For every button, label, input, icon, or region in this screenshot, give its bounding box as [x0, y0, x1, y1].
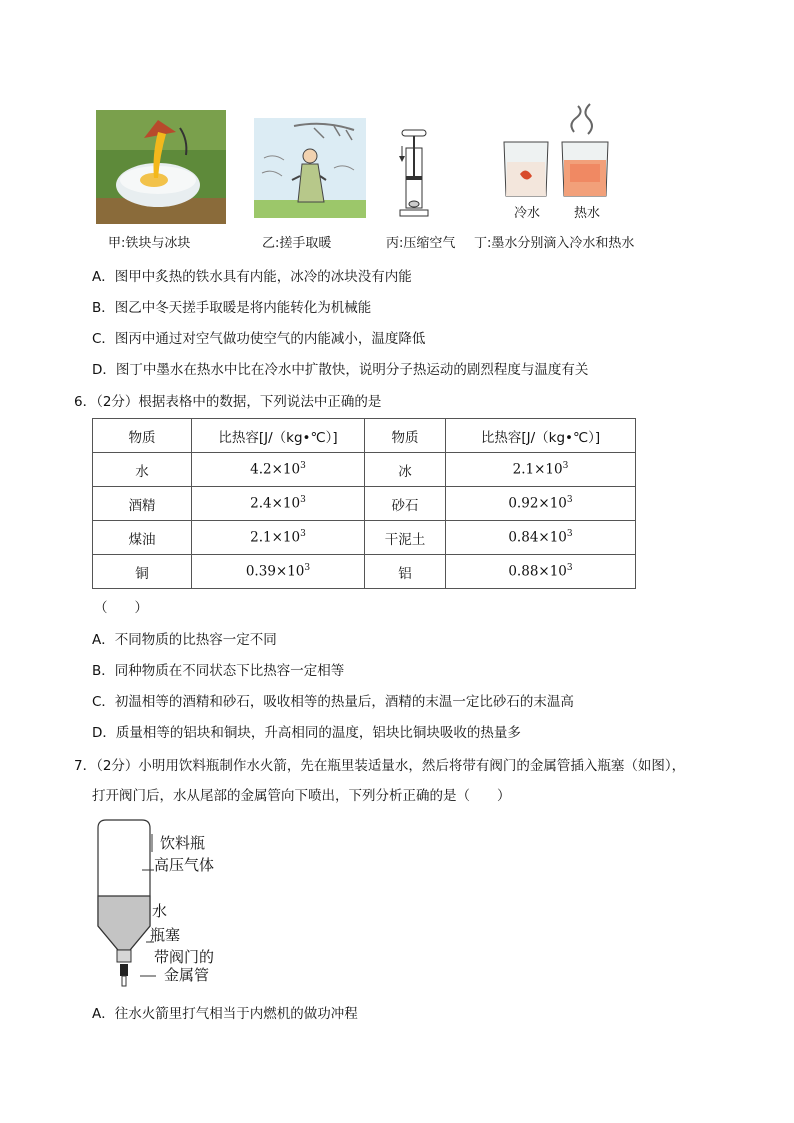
table-cell-value: $0.39\times 10^3$ — [192, 555, 365, 589]
table-header-cell: 比热容[J/（kg•℃）] — [192, 419, 365, 453]
q7-stem-line2: 打开阀门后，水从尾部的金属管向下喷出，下列分析正确的是（ ） — [92, 788, 511, 804]
table-cell-value: $0.84\times 10^3$ — [446, 521, 636, 555]
table-cell-substance: 砂石 — [365, 487, 446, 521]
q6-option-b: B．同种物质在不同状态下比热容一定相等 — [92, 663, 345, 679]
q6-answer-blank: （ ） — [94, 600, 148, 616]
q6-option-d: D．质量相等的铝块和铜块，升高相同的温度，铝块比铜块吸收的热量多 — [92, 725, 521, 741]
table-cell-substance: 煤油 — [93, 521, 192, 555]
table-cell-substance: 酒精 — [93, 487, 192, 521]
q5-option-a: A．图甲中炙热的铁水具有内能，冰冷的冰块没有内能 — [92, 269, 412, 285]
q5-option-d: D．图丁中墨水在热水中比在冷水中扩散快，说明分子热运动的剧烈程度与温度有关 — [92, 362, 589, 378]
rocket-label-valve: 带阀门的 — [154, 948, 215, 966]
rocket-label-water: 水 — [152, 902, 168, 920]
q6-option-a: A．不同物质的比热容一定不同 — [92, 632, 277, 648]
q6-option-c: C．初温相等的酒精和砂石，吸收相等的热量后，酒精的末温一定比砂石的末温高 — [92, 694, 574, 710]
figure-bing-compress-air-cylinder — [396, 128, 432, 220]
table-cell-value: $0.88\times 10^3$ — [446, 555, 636, 589]
table-cell-substance: 铜 — [93, 555, 192, 589]
rocket-label-bottle: 饮料瓶 — [160, 834, 206, 852]
caption-bing: 丙:压缩空气 — [386, 236, 456, 251]
q6-stem: 6．（2分）根据表格中的数据，下列说法中正确的是 — [74, 394, 382, 410]
rocket-label-stopper: 瓶塞 — [150, 926, 181, 944]
q7-option-a: A．往水火箭里打气相当于内燃机的做功冲程 — [92, 1006, 358, 1022]
table-row — [93, 555, 636, 589]
table-header-cell: 比热容[J/（kg•℃）] — [446, 419, 636, 453]
q7-stem-line1: 7．（2分）小明用饮料瓶制作水火箭，先在瓶里装适量水，然后将带有阀门的金属管插入瓶塞（如图）， — [74, 758, 686, 774]
table-cell-substance: 干泥土 — [365, 521, 446, 555]
table-cell-substance: 水 — [93, 453, 192, 487]
table-cell-value: $4.2\times 10^3$ — [192, 453, 365, 487]
q5-option-c: C．图丙中通过对空气做功使空气的内能减小，温度降低 — [92, 331, 426, 347]
rocket-label-tube: 金属管 — [164, 966, 210, 984]
table-cell-substance: 铝 — [365, 555, 446, 589]
q5-option-b: B．图乙中冬天搓手取暖是将内能转化为机械能 — [92, 300, 372, 316]
figure-jia-iron-ice-photo — [96, 110, 226, 224]
beaker-label-hot: 热水 — [574, 206, 601, 221]
table-cell-substance: 冰 — [365, 453, 446, 487]
table-cell-value: $2.4\times 10^3$ — [192, 487, 365, 521]
table-row — [93, 487, 636, 521]
table-cell-value: $2.1\times 10^3$ — [446, 453, 636, 487]
caption-jia: 甲:铁块与冰块 — [108, 236, 191, 251]
table-row — [93, 521, 636, 555]
table-cell-value: $2.1\times 10^3$ — [192, 521, 365, 555]
beaker-label-cold: 冷水 — [514, 206, 541, 221]
table-cell-value: $0.92\times 10^3$ — [446, 487, 636, 521]
rocket-label-gas: 高压气体 — [154, 856, 215, 874]
caption-ding: 丁:墨水分别滴入冷水和热水 — [474, 236, 635, 251]
table-header-cell: 物质 — [365, 419, 446, 453]
table-row — [93, 453, 636, 487]
specific-heat-table — [92, 418, 636, 589]
figure-ding-beakers — [498, 102, 616, 202]
table-header-cell: 物质 — [93, 419, 192, 453]
caption-yi: 乙:搓手取暖 — [262, 236, 332, 251]
figure-yi-rub-hands-drawing — [254, 118, 366, 218]
table-header-row — [93, 419, 636, 453]
